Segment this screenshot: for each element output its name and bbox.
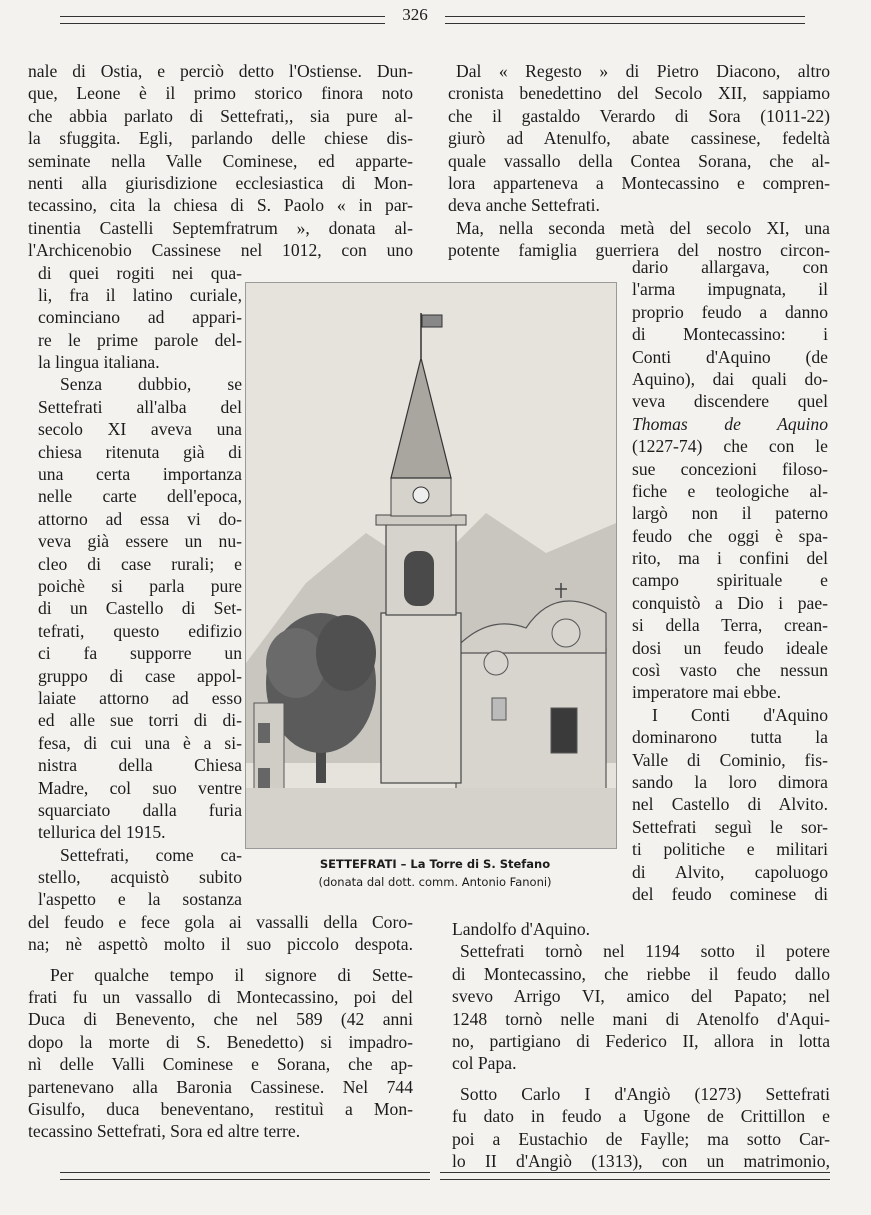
page-number: 326 bbox=[402, 5, 428, 24]
text-line: nistra della Chiesa bbox=[38, 755, 242, 776]
text-line: partenevano alla Baronia Cassinese. Nel 744 bbox=[28, 1076, 413, 1097]
text-line: (1227-74) che con le bbox=[632, 436, 828, 457]
text-line: sue concezioni filoso- bbox=[632, 458, 828, 479]
text-line: Conti d'Aquino (de bbox=[632, 346, 828, 367]
text-line: di Montecassino, che riebbe il feudo dallo bbox=[452, 963, 830, 984]
text-line: col Papa. bbox=[452, 1053, 517, 1074]
text-line: che il gastaldo Verardo di Sora (1011-22) bbox=[448, 105, 830, 126]
text-line: l'arma impugnata, il bbox=[632, 279, 828, 300]
text-line: secolo XI aveva una bbox=[38, 419, 242, 440]
text-line: seminate nella Valle Cominese, ed apparte- bbox=[28, 150, 413, 171]
caption-title: SETTEFRATI – La Torre di S. Stefano bbox=[319, 857, 551, 871]
text-line: largò non il paterno bbox=[632, 503, 828, 524]
text-line: di Alvito, capoluogo bbox=[632, 861, 828, 882]
text-line: cronista benedettino del Secolo XII, sappiamo bbox=[448, 83, 830, 104]
text-line: svevo Arrigo VI, amico del Papato; nel bbox=[452, 986, 830, 1007]
text-line: I Conti d'Aquino bbox=[652, 704, 828, 725]
text-line: di Montecassino: i bbox=[632, 324, 828, 345]
tower-illustration bbox=[246, 283, 616, 848]
bottom-rule-right bbox=[440, 1172, 830, 1180]
text-line: tecassino, cita la chiesa di S. Paolo « in par- bbox=[28, 195, 413, 216]
text-line: 1248 tornò nelle mani di Atenolfo d'Aqui- bbox=[452, 1008, 830, 1029]
text-line: dario allargava, con bbox=[632, 257, 828, 277]
text-line: dopo la morte di S. Benedetto) si impadro- bbox=[28, 1031, 413, 1052]
text-line: deva anche Settefrati. bbox=[448, 195, 600, 216]
text-line: così vasto che nessun bbox=[632, 660, 828, 681]
text-line: chiesa ritenuta già di bbox=[38, 441, 242, 462]
bottom-rule-left bbox=[60, 1172, 430, 1180]
text-line: una certa importanza bbox=[38, 464, 242, 485]
text-line: quale vassallo della Contea Sorana, che al- bbox=[448, 150, 830, 171]
text-line: cominciano ad appari- bbox=[38, 307, 242, 328]
right-column-top bbox=[448, 60, 830, 262]
text-line: nenti alla giurisdizione ecclesiastica di Mon- bbox=[28, 172, 413, 193]
text-line: potente famiglia guerriera del nostro circon- bbox=[448, 240, 830, 261]
text-line: nelle carte dell'epoca, bbox=[38, 486, 242, 507]
top-rule-right bbox=[445, 16, 805, 24]
text-line: Sotto Carlo I d'Angiò (1273) Settefrati bbox=[460, 1083, 830, 1104]
text-line: tinentia Castelli Septemfratrum », donata al- bbox=[28, 217, 413, 238]
text-line: na; nè aspettò molto il suo piccolo despota. bbox=[28, 934, 413, 955]
text-line: la lingua italiana. bbox=[38, 352, 160, 373]
caption-subtitle: (donata dal dott. comm. Antonio Fanoni) bbox=[318, 875, 552, 889]
text-line: Aquino), dai quali do- bbox=[632, 368, 828, 389]
text-line: imperatore mai ebbe. bbox=[632, 682, 781, 703]
text-line: Settefrati seguì le sor- bbox=[632, 816, 828, 837]
text-line: feudo che oggi è spa- bbox=[632, 525, 828, 546]
text-line: la sfuggita. Egli, parlando delle chiese dis- bbox=[28, 128, 413, 149]
text-line: nì delle Valli Cominese e Sorana, che ap- bbox=[28, 1054, 413, 1075]
text-line: lo II d'Angiò (1313), con un matrimonio, bbox=[452, 1150, 830, 1171]
text-line: Valle di Cominio, fis- bbox=[632, 749, 828, 770]
text-line: ti politiche e militari bbox=[632, 839, 828, 860]
text-line: ci fa supporre un bbox=[38, 643, 242, 664]
text-line: squarciato dalla furia bbox=[38, 799, 242, 820]
text-line: del feudo cominese di bbox=[632, 883, 828, 904]
text-line: Gisulfo, duca beneventano, restituì a Mon- bbox=[28, 1098, 413, 1119]
text-line: l'aspetto e la sostanza bbox=[38, 889, 242, 910]
text-line: fiche e teologiche al- bbox=[632, 480, 828, 501]
text-line: frati fu un vassallo di Montecassino, poi del bbox=[28, 987, 413, 1008]
text-line: fesa, di cui una è a si- bbox=[38, 732, 242, 753]
text-line: Dal « Regesto » di Pietro Diacono, altro bbox=[456, 61, 830, 81]
text-line: nale di Ostia, e perciò detto l'Ostiense. Dun- bbox=[28, 61, 413, 81]
text-line: dosi un feudo ideale bbox=[632, 637, 828, 658]
text-line: tellurica del 1915. bbox=[38, 822, 166, 843]
text-line: Ma, nella seconda metà del secolo XI, una bbox=[456, 217, 830, 238]
text-line: laiate attorno ad esso bbox=[38, 687, 242, 708]
top-rule-left bbox=[60, 16, 385, 24]
text-line: l'Archicenobio Cassinese nel 1012, con uno bbox=[28, 240, 413, 261]
text-line: di un Castello di Set- bbox=[38, 598, 242, 619]
tower-photo bbox=[245, 282, 617, 849]
figure-caption bbox=[250, 855, 620, 891]
text-line: poi a Eustachio de Faylle; ma sotto Car- bbox=[452, 1128, 830, 1149]
text-line: di quei rogiti nei qua- bbox=[38, 262, 242, 283]
text-line: Madre, col suo ventre bbox=[38, 777, 242, 798]
right-column-narrow bbox=[632, 256, 828, 905]
text-line: Settefrati all'alba del bbox=[38, 396, 242, 417]
text-line: Senza dubbio, se bbox=[60, 374, 242, 395]
text-line: poichè si parla pure bbox=[38, 575, 242, 596]
text-line: del feudo e fece gola ai vassalli della Coro- bbox=[28, 911, 413, 932]
text-line: proprio feudo a danno bbox=[632, 301, 828, 322]
text-line: si della Terra, crean- bbox=[632, 615, 828, 636]
text-line: tecassino Settefrati, Sora ed altre terre. bbox=[28, 1121, 301, 1142]
text-line: re le prime parole del- bbox=[38, 329, 242, 350]
text-line: campo spirituale e bbox=[632, 570, 828, 591]
text-line: attorno ad essa vi do- bbox=[38, 508, 242, 529]
text-line: no, partigiano di Federico II, allora in lotta bbox=[452, 1030, 830, 1051]
text-line: che abbia parlato di Settefrati,, sia pure al- bbox=[28, 105, 413, 126]
text-line: dominarono tutta la bbox=[632, 727, 828, 748]
text-line: Landolfo d'Aquino. bbox=[452, 919, 591, 939]
left-bottom-block bbox=[28, 911, 413, 1143]
text-line: sando la loro dimora bbox=[632, 771, 828, 792]
text-line: que, Leone è il primo storico finora noto bbox=[28, 83, 413, 104]
text-line: veva discendere quel bbox=[632, 391, 828, 412]
text-line: ed alle sue torri di di- bbox=[38, 710, 242, 731]
text-line: li, fra il latino curiale, bbox=[38, 284, 242, 305]
text-line: Per qualche tempo il signore di Sette- bbox=[50, 964, 413, 985]
left-wide-block bbox=[28, 60, 413, 262]
text-line: Duca di Benevento, che nel 589 (42 anni bbox=[28, 1009, 413, 1030]
text-line: rito, ma i confini del bbox=[632, 548, 828, 569]
text-line: cleo di case rurali; e bbox=[38, 553, 242, 574]
text-line: fu dato in feudo a Ugone de Crittillon e bbox=[452, 1106, 830, 1127]
text-line: lora apparteneva a Montecassino e compren- bbox=[448, 172, 830, 193]
right-column-bottom bbox=[452, 918, 830, 1172]
left-narrow-block bbox=[28, 262, 242, 911]
text-line: Thomas de Aquino bbox=[632, 413, 828, 434]
text-line: giurò ad Atenulfo, abate cassinese, fedeltà bbox=[448, 128, 830, 149]
text-line: tefrati, questo edifizio bbox=[38, 620, 242, 641]
text-line: Settefrati tornò nel 1194 sotto il potere bbox=[460, 941, 830, 962]
text-line: conquistò a Dio i pae- bbox=[632, 592, 828, 613]
text-line: nel Castello di Alvito. bbox=[632, 794, 828, 815]
text-line: veva già essere un nu- bbox=[38, 531, 242, 552]
text-line: stello, acquistò subito bbox=[38, 867, 242, 888]
text-line: Settefrati, come ca- bbox=[60, 844, 242, 865]
text-line: gruppo di case appol- bbox=[38, 665, 242, 686]
